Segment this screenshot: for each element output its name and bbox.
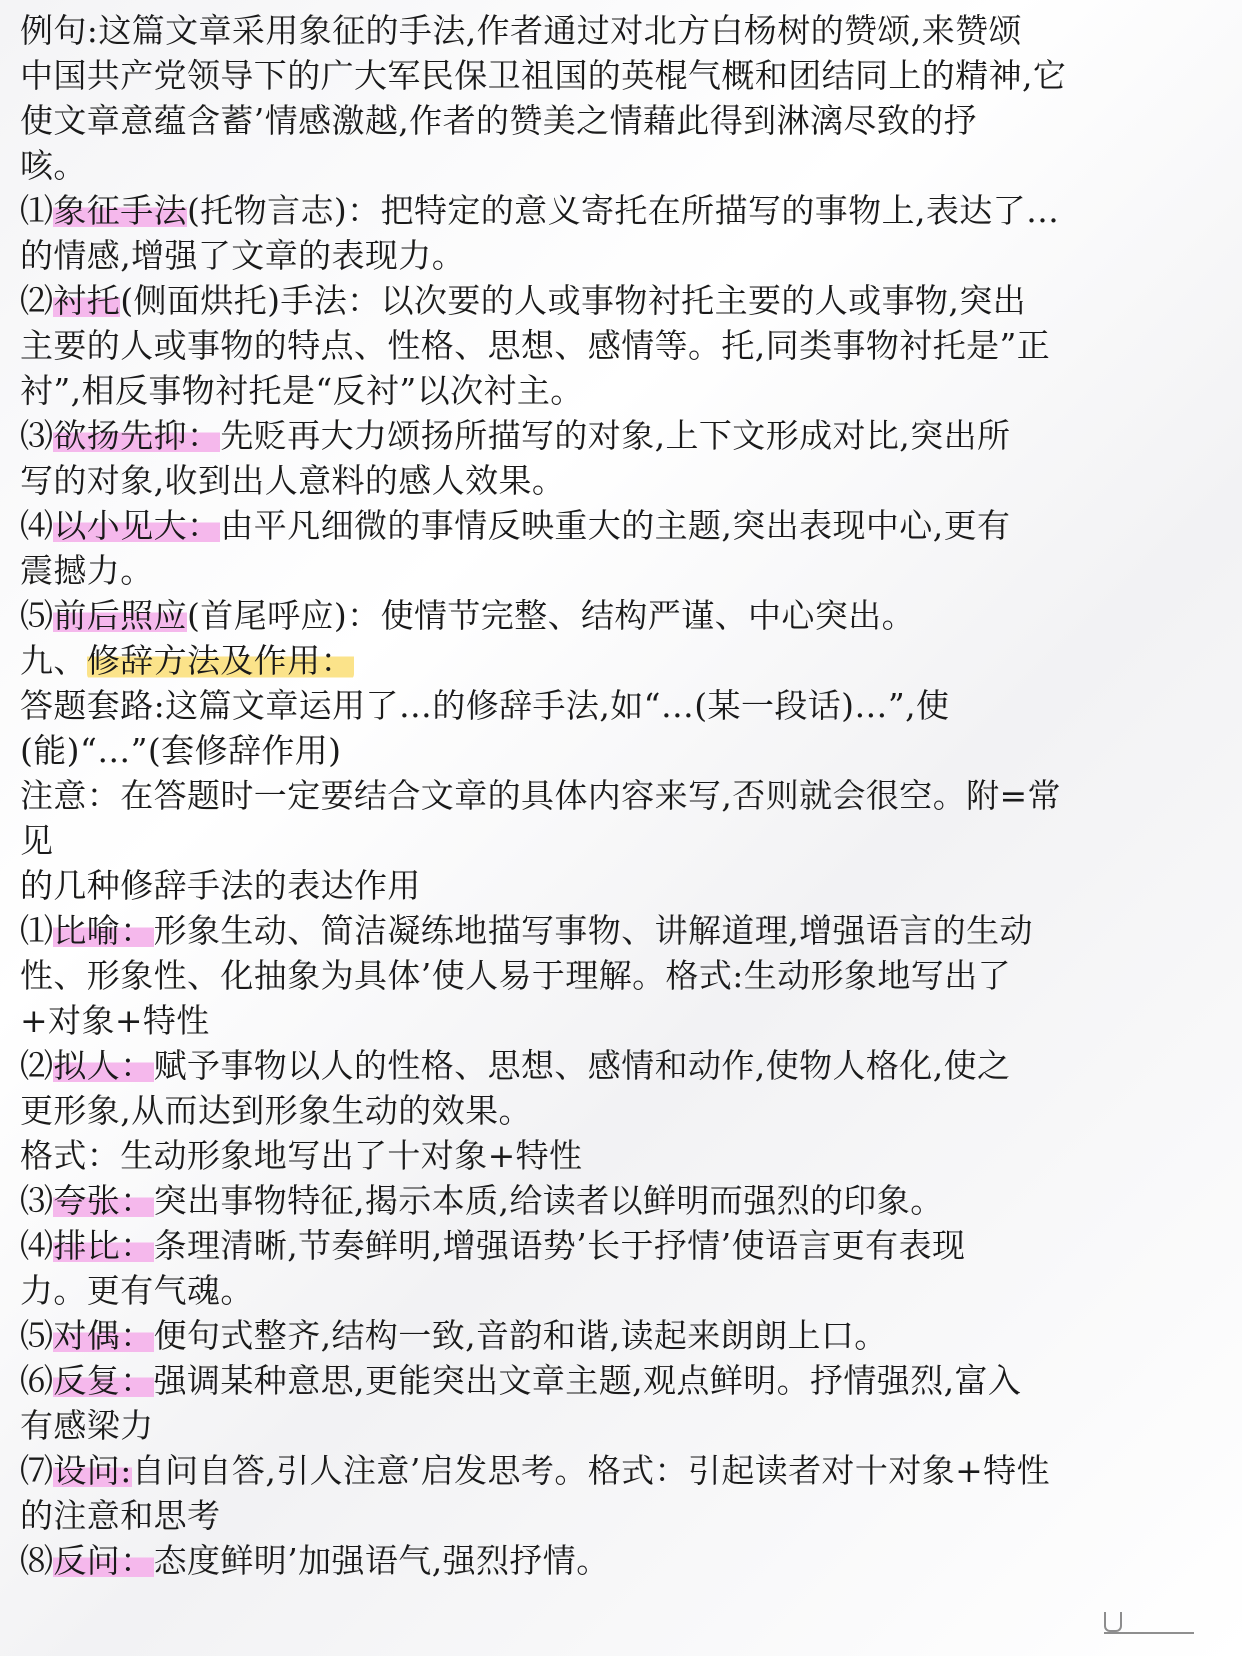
text-segment: 自问自答,引人注意’启发思考。格式：引起读者对十对象+特性	[131, 1451, 1050, 1490]
text-segment: 强调某种意思,更能突出文章主题,观点鲜明。抒情强烈,富入	[153, 1361, 1022, 1400]
highlighted-term: 前后照应	[53, 596, 188, 635]
text-segment: 衬”,相反事物衬托是“反衬”以次衬主。	[20, 371, 584, 410]
text-line	[20, 278, 1230, 323]
text-segment: ⑻	[20, 1541, 54, 1580]
text-segment: 力。更有气魂。	[20, 1271, 254, 1310]
document-body	[20, 8, 1230, 1583]
highlighted-term: 对偶：	[53, 1316, 154, 1355]
text-segment: 态度鲜明’加强语气,强烈抒情。	[153, 1541, 610, 1580]
text-segment: 答题套路:这篇文章运用了…的修辞手法,如“…(某一段话)…”,使	[20, 686, 950, 725]
text-line	[20, 548, 1230, 593]
text-line	[20, 503, 1230, 548]
highlighted-term: 反复：	[53, 1361, 154, 1400]
text-line	[20, 1178, 1230, 1223]
highlighted-term: 比喻：	[53, 911, 154, 950]
text-line	[20, 233, 1230, 278]
text-segment: ⑶	[20, 1181, 54, 1220]
text-line	[20, 8, 1230, 53]
text-segment: ⑸	[20, 1316, 54, 1355]
text-segment: 赋予事物以人的性格、思想、感情和动作,使物人格化,使之	[153, 1046, 1011, 1085]
text-line	[20, 1448, 1230, 1493]
text-segment: ⑴	[20, 911, 54, 950]
text-segment: ⑹	[20, 1361, 54, 1400]
text-segment: ⑵	[20, 1046, 54, 1085]
text-line	[20, 773, 1230, 818]
text-line	[20, 458, 1230, 503]
text-line	[20, 683, 1230, 728]
text-segment: 例句:这篇文章采用象征的手法,作者通过对北方白杨树的赞颂,来赞颂	[20, 11, 1022, 50]
text-segment: (托物言志)：把特定的意义寄托在所描写的事物上,表达了…	[187, 191, 1060, 230]
text-segment: ⑶	[20, 416, 54, 455]
text-line	[20, 1133, 1230, 1178]
text-line	[20, 368, 1230, 413]
text-segment: ⑷	[20, 506, 54, 545]
text-segment: 突出事物特征,揭示本质,给读者以鲜明而强烈的印象。	[153, 1181, 944, 1220]
text-segment: (侧面烘托)手法：以次要的人或事物衬托主要的人或事物,突出	[120, 281, 1027, 320]
text-line	[20, 908, 1230, 953]
highlighted-term: 设问:	[53, 1451, 132, 1490]
text-segment: 的注意和思考	[20, 1496, 221, 1535]
text-line	[20, 1493, 1230, 1538]
text-segment: 更形象,从而达到形象生动的效果。	[20, 1091, 532, 1130]
text-line	[20, 1403, 1230, 1448]
highlighted-term: 反问：	[53, 1541, 154, 1580]
text-segment: 见	[20, 821, 54, 860]
text-line	[20, 1538, 1230, 1583]
text-segment: +对象+特性	[20, 1001, 210, 1040]
text-line	[20, 53, 1230, 98]
text-line	[20, 728, 1230, 773]
text-segment: (首尾呼应)：使情节完整、结构严谨、中心突出。	[187, 596, 915, 635]
highlighted-term: 象征手法	[53, 191, 188, 230]
text-line	[20, 323, 1230, 368]
text-segment: 注意：在答题时一定要结合文章的具体内容来写,否则就会很空。附=常	[20, 776, 1061, 815]
text-segment: 格式：生动形象地写出了十对象+特性	[20, 1136, 583, 1175]
text-line	[20, 188, 1230, 233]
text-segment: ⑴	[20, 191, 54, 230]
text-line	[20, 98, 1230, 143]
text-line	[20, 1043, 1230, 1088]
text-segment: 的情感,增强了文章的表现力。	[20, 236, 466, 275]
text-segment: 使文章意蕴含蓄’情感激越,作者的赞美之情藉此得到淋漓尽致的抒	[20, 101, 977, 140]
text-segment: 中国共产党领导下的广大军民保卫祖国的英棍气概和团结同上的精神,它	[20, 56, 1067, 95]
text-segment: ⑵	[20, 281, 54, 320]
text-segment: 主要的人或事物的特点、性格、思想、感情等。托,同类事物衬托是”正	[20, 326, 1051, 365]
text-segment: ⑸	[20, 596, 54, 635]
text-line	[20, 593, 1230, 638]
text-segment: 先贬再大力颂扬所描写的对象,上下文形成对比,突出所	[220, 416, 1011, 455]
text-line	[20, 953, 1230, 998]
text-segment: 写的对象,收到出人意料的感人效果。	[20, 461, 566, 500]
text-segment: 有感梁力	[20, 1406, 154, 1445]
text-line	[20, 818, 1230, 863]
text-segment: 的几种修辞手法的表达作用	[20, 866, 421, 905]
text-segment: 形象生动、简洁凝练地描写事物、讲解道理,增强语言的生动	[153, 911, 1033, 950]
text-line	[20, 1088, 1230, 1133]
text-line	[20, 863, 1230, 908]
highlighted-term: 拟人：	[53, 1046, 154, 1085]
text-segment: 九、	[20, 641, 87, 680]
text-segment: 性、形象性、化抽象为具体’使人易于理解。格式:生动形象地写出了	[20, 956, 1012, 995]
text-segment: (能)“…”(套修辞作用)	[20, 731, 342, 770]
text-segment: ⑺	[20, 1451, 54, 1490]
watermark-logo	[1104, 1608, 1194, 1634]
text-line	[20, 1358, 1230, 1403]
text-line	[20, 998, 1230, 1043]
text-line	[20, 1313, 1230, 1358]
text-segment: 便句式整齐,结构一致,音韵和谐,读起来朗朗上口。	[153, 1316, 888, 1355]
highlighted-term: 欲扬先抑：	[53, 416, 221, 455]
text-line	[20, 143, 1230, 188]
highlighted-term: 排比：	[53, 1226, 154, 1265]
text-line	[20, 638, 1230, 683]
text-segment: 咳。	[20, 146, 87, 185]
text-segment: 条理清晰,节奏鲜明,增强语势’长于抒情’使语言更有表现	[153, 1226, 966, 1265]
text-line	[20, 1223, 1230, 1268]
highlighted-term: 以小见大：	[53, 506, 221, 545]
text-line	[20, 1268, 1230, 1313]
text-line	[20, 413, 1230, 458]
section-heading-highlight: 修辞方法及作用：	[86, 641, 355, 680]
text-segment: ⑷	[20, 1226, 54, 1265]
highlighted-term: 夸张：	[53, 1181, 154, 1220]
highlighted-term: 衬托	[53, 281, 121, 320]
text-segment: 震撼力。	[20, 551, 154, 590]
text-segment: 由平凡细微的事情反映重大的主题,突出表现中心,更有	[220, 506, 1011, 545]
